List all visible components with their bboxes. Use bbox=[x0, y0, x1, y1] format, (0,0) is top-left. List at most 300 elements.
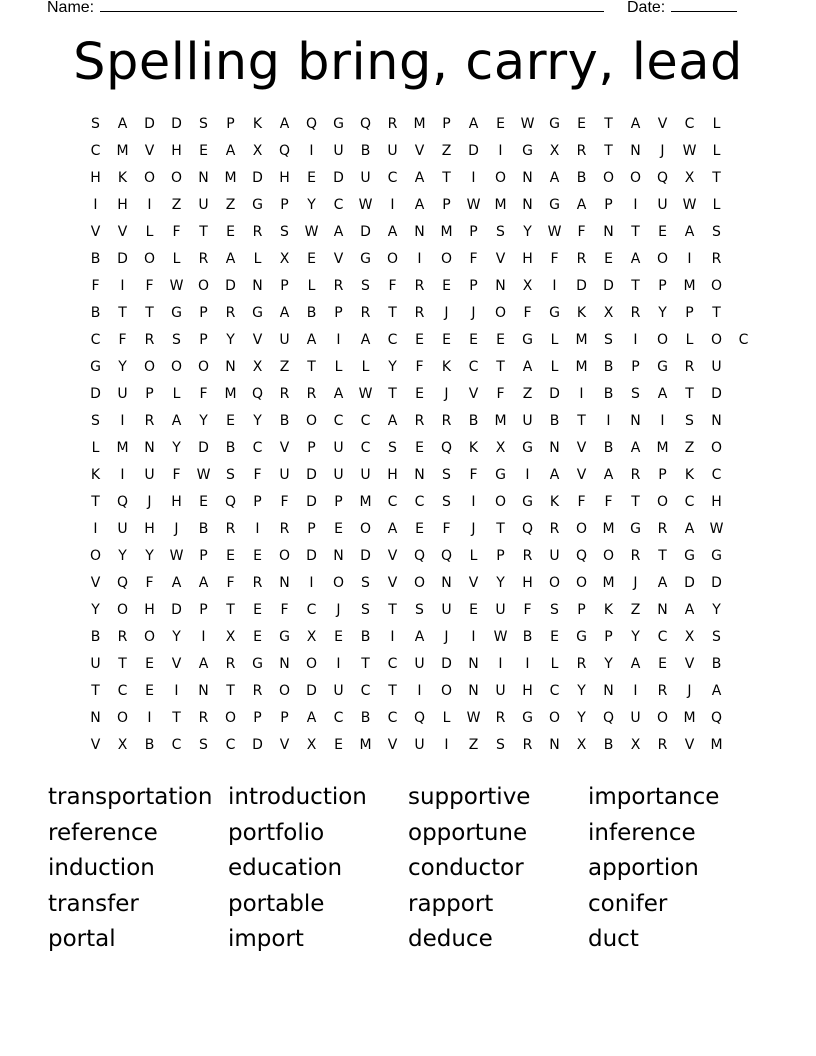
grid-letter: T bbox=[91, 494, 100, 510]
grid-letter: E bbox=[415, 440, 424, 456]
grid-letter: D bbox=[549, 386, 560, 402]
grid-letter: E bbox=[307, 170, 316, 186]
grid-letter: M bbox=[683, 710, 696, 726]
grid-letter: A bbox=[630, 116, 641, 132]
grid-letter: C bbox=[333, 413, 344, 429]
grid-letter: N bbox=[522, 170, 533, 186]
grid-letter: E bbox=[496, 332, 505, 348]
grid-letter: X bbox=[603, 305, 614, 321]
grid-letter: R bbox=[684, 359, 695, 375]
grid-letter: F bbox=[415, 359, 424, 375]
grid-letter: E bbox=[469, 602, 478, 618]
grid-letter: L bbox=[145, 224, 154, 240]
word-bank-item: conifer bbox=[588, 890, 668, 917]
grid-letter: N bbox=[414, 467, 425, 483]
grid-letter: C bbox=[333, 710, 344, 726]
grid-letter: X bbox=[117, 737, 128, 753]
grid-letter: Y bbox=[712, 602, 721, 618]
grid-letter: H bbox=[117, 197, 128, 213]
grid-letter: P bbox=[577, 602, 586, 618]
grid-letter: H bbox=[522, 683, 533, 699]
grid-letter: X bbox=[684, 170, 695, 186]
grid-letter: A bbox=[630, 656, 641, 672]
grid-letter: Y bbox=[253, 413, 262, 429]
grid-letter: L bbox=[550, 656, 559, 672]
grid-letter: C bbox=[90, 143, 101, 159]
grid-letter: H bbox=[171, 494, 182, 510]
grid-letter: R bbox=[279, 386, 290, 402]
grid-letter: J bbox=[633, 575, 638, 591]
grid-letter: D bbox=[306, 548, 317, 564]
grid-letter: S bbox=[91, 413, 100, 429]
grid-letter: P bbox=[199, 602, 208, 618]
grid-letter: S bbox=[712, 224, 721, 240]
grid-letter: R bbox=[333, 278, 344, 294]
grid-letter: A bbox=[711, 683, 722, 699]
grid-letter: O bbox=[440, 251, 453, 267]
grid-letter: N bbox=[549, 737, 560, 753]
grid-letter: S bbox=[280, 224, 289, 240]
grid-letter: Q bbox=[116, 494, 129, 510]
grid-letter: O bbox=[143, 170, 156, 186]
grid-letter: S bbox=[172, 332, 181, 348]
grid-letter: M bbox=[413, 116, 426, 132]
grid-letter: D bbox=[360, 548, 371, 564]
grid-letter: S bbox=[361, 278, 370, 294]
grid-letter: T bbox=[388, 602, 397, 618]
grid-letter: Q bbox=[710, 710, 723, 726]
grid-letter: W bbox=[682, 197, 697, 213]
grid-letter: D bbox=[603, 278, 614, 294]
grid-letter: Y bbox=[226, 332, 235, 348]
grid-letter: V bbox=[387, 737, 398, 753]
grid-letter: C bbox=[360, 413, 371, 429]
word-bank-item: apportion bbox=[588, 855, 699, 881]
grid-letter: I bbox=[633, 332, 638, 348]
grid-letter: O bbox=[197, 359, 210, 375]
grid-letter: T bbox=[631, 278, 640, 294]
grid-letter: S bbox=[91, 116, 100, 132]
grid-letter: G bbox=[576, 629, 587, 645]
grid-letter: N bbox=[333, 548, 344, 564]
grid-letter: X bbox=[306, 737, 317, 753]
grid-letter: I bbox=[93, 521, 98, 537]
grid-letter: D bbox=[306, 494, 317, 510]
grid-letter: D bbox=[306, 467, 317, 483]
grid-letter: J bbox=[660, 143, 665, 159]
grid-letter: I bbox=[93, 197, 98, 213]
grid-letter: T bbox=[604, 143, 613, 159]
grid-letter: E bbox=[469, 332, 478, 348]
name-label: Name: bbox=[47, 0, 95, 16]
grid-letter: A bbox=[549, 170, 560, 186]
grid-letter: C bbox=[90, 332, 101, 348]
grid-letter: C bbox=[306, 602, 317, 618]
grid-letter: E bbox=[658, 656, 667, 672]
grid-letter: I bbox=[633, 197, 638, 213]
grid-letter: B bbox=[360, 629, 371, 645]
grid-letter: C bbox=[387, 710, 398, 726]
grid-letter: P bbox=[658, 467, 667, 483]
grid-letter: I bbox=[498, 656, 503, 672]
grid-letter: A bbox=[171, 413, 182, 429]
grid-letter: V bbox=[387, 575, 398, 591]
grid-letter: O bbox=[494, 170, 507, 186]
grid-letter: Y bbox=[658, 305, 667, 321]
grid-letter: U bbox=[387, 143, 398, 159]
grid-letter: T bbox=[172, 710, 181, 726]
grid-letter: Q bbox=[278, 143, 291, 159]
grid-letter: T bbox=[199, 224, 208, 240]
grid-letter: W bbox=[520, 116, 535, 132]
grid-letter: N bbox=[522, 197, 533, 213]
grid-letter: E bbox=[658, 224, 667, 240]
grid-letter: G bbox=[333, 116, 344, 132]
grid-letter: V bbox=[657, 116, 668, 132]
grid-letter: F bbox=[280, 494, 289, 510]
grid-letter: M bbox=[683, 278, 696, 294]
word-bank-item: reference bbox=[48, 819, 158, 846]
grid-letter: W bbox=[358, 386, 373, 402]
grid-letter: N bbox=[468, 683, 479, 699]
grid-row bbox=[82, 408, 757, 435]
grid-letter: U bbox=[90, 656, 101, 672]
grid-letter: J bbox=[444, 629, 449, 645]
grid-letter: M bbox=[116, 143, 129, 159]
grid-letter: A bbox=[387, 521, 398, 537]
grid-letter: C bbox=[684, 116, 695, 132]
grid-letter: F bbox=[199, 386, 208, 402]
grid-letter: M bbox=[575, 359, 588, 375]
grid-letter: Q bbox=[413, 548, 426, 564]
grid-letter: S bbox=[442, 494, 451, 510]
grid-letter: D bbox=[225, 278, 236, 294]
grid-letter: W bbox=[304, 224, 319, 240]
grid-letter: A bbox=[414, 629, 425, 645]
grid-letter: R bbox=[495, 710, 506, 726]
grid-letter: Z bbox=[522, 386, 533, 402]
grid-letter: A bbox=[306, 710, 317, 726]
word-bank-item: transfer bbox=[48, 890, 139, 917]
grid-letter: Q bbox=[413, 710, 426, 726]
grid-letter: F bbox=[523, 305, 532, 321]
grid-letter: C bbox=[387, 170, 398, 186]
grid-letter: A bbox=[387, 413, 398, 429]
grid-letter: V bbox=[144, 143, 155, 159]
grid-letter: F bbox=[523, 602, 532, 618]
grid-row bbox=[82, 138, 757, 165]
date-line[interactable] bbox=[671, 0, 737, 12]
grid-letter: X bbox=[495, 440, 506, 456]
grid-letter: V bbox=[279, 737, 290, 753]
grid-letter: U bbox=[117, 521, 128, 537]
grid-letter: D bbox=[144, 116, 155, 132]
grid-letter: M bbox=[494, 413, 507, 429]
grid-letter: R bbox=[414, 413, 425, 429]
grid-letter: O bbox=[602, 548, 615, 564]
grid-letter: X bbox=[306, 629, 317, 645]
word-bank bbox=[48, 780, 768, 958]
grid-letter: U bbox=[549, 548, 560, 564]
grid-letter: K bbox=[441, 359, 452, 375]
grid-letter: F bbox=[253, 467, 262, 483]
grid-letter: B bbox=[549, 413, 560, 429]
grid-letter: T bbox=[496, 359, 505, 375]
grid-letter: F bbox=[496, 386, 505, 402]
grid-letter: I bbox=[336, 332, 341, 348]
grid-letter: V bbox=[387, 548, 398, 564]
grid-letter: T bbox=[631, 224, 640, 240]
grid-letter: R bbox=[144, 332, 155, 348]
grid-letter: Y bbox=[604, 656, 613, 672]
grid-letter: K bbox=[252, 116, 263, 132]
grid-letter: U bbox=[630, 710, 641, 726]
grid-letter: B bbox=[90, 629, 101, 645]
grid-letter: U bbox=[144, 467, 155, 483]
grid-letter: E bbox=[226, 548, 235, 564]
grid-row bbox=[82, 516, 757, 543]
name-line[interactable] bbox=[100, 0, 604, 12]
grid-row bbox=[82, 732, 757, 759]
grid-letter: B bbox=[198, 521, 209, 537]
grid-letter: L bbox=[550, 359, 559, 375]
grid-row bbox=[82, 678, 757, 705]
grid-letter: T bbox=[145, 305, 154, 321]
grid-letter: Y bbox=[118, 359, 127, 375]
grid-letter: H bbox=[144, 521, 155, 537]
grid-letter: R bbox=[630, 548, 641, 564]
grid-letter: X bbox=[252, 359, 263, 375]
grid-letter: F bbox=[172, 224, 181, 240]
grid-letter: M bbox=[224, 386, 237, 402]
word-bank-item: portal bbox=[48, 926, 116, 952]
grid-letter: T bbox=[226, 602, 235, 618]
grid-letter: O bbox=[224, 710, 237, 726]
grid-letter: T bbox=[388, 386, 397, 402]
grid-letter: A bbox=[387, 224, 398, 240]
grid-row bbox=[82, 705, 757, 732]
grid-letter: S bbox=[604, 332, 613, 348]
grid-letter: Z bbox=[279, 359, 290, 375]
grid-letter: C bbox=[360, 683, 371, 699]
grid-letter: L bbox=[442, 710, 451, 726]
grid-letter: U bbox=[333, 683, 344, 699]
grid-letter: I bbox=[120, 467, 125, 483]
grid-letter: D bbox=[306, 683, 317, 699]
grid-letter: E bbox=[253, 602, 262, 618]
grid-letter: V bbox=[90, 737, 101, 753]
grid-letter: A bbox=[522, 359, 533, 375]
grid-letter: E bbox=[415, 521, 424, 537]
grid-letter: Y bbox=[577, 710, 586, 726]
grid-row bbox=[82, 300, 757, 327]
grid-letter: R bbox=[360, 305, 371, 321]
grid-letter: U bbox=[711, 359, 722, 375]
grid-letter: E bbox=[253, 629, 262, 645]
grid-letter: V bbox=[414, 143, 425, 159]
grid-letter: R bbox=[225, 656, 236, 672]
grid-letter: P bbox=[280, 710, 289, 726]
grid-letter: B bbox=[522, 629, 533, 645]
grid-letter: A bbox=[630, 251, 641, 267]
grid-letter: I bbox=[606, 413, 611, 429]
grid-letter: L bbox=[550, 332, 559, 348]
grid-letter: D bbox=[171, 116, 182, 132]
grid-letter: U bbox=[198, 197, 209, 213]
grid-letter: H bbox=[279, 170, 290, 186]
grid-letter: P bbox=[658, 278, 667, 294]
grid-letter: N bbox=[603, 224, 614, 240]
grid-letter: N bbox=[711, 413, 722, 429]
grid-letter: O bbox=[575, 575, 588, 591]
grid-letter: A bbox=[414, 197, 425, 213]
date-field bbox=[627, 0, 737, 17]
grid-letter: O bbox=[656, 710, 669, 726]
grid-letter: P bbox=[334, 305, 343, 321]
grid-letter: V bbox=[333, 251, 344, 267]
grid-letter: I bbox=[255, 521, 260, 537]
word-bank-item: transportation bbox=[48, 784, 213, 810]
grid-letter: Q bbox=[116, 575, 129, 591]
grid-letter: P bbox=[307, 440, 316, 456]
grid-letter: D bbox=[252, 170, 263, 186]
grid-letter: S bbox=[550, 602, 559, 618]
grid-letter: Q bbox=[521, 521, 534, 537]
grid-letter: Z bbox=[225, 197, 236, 213]
grid-letter: G bbox=[657, 359, 668, 375]
grid-letter: A bbox=[333, 224, 344, 240]
grid-letter: I bbox=[633, 683, 638, 699]
grid-letter: U bbox=[414, 656, 425, 672]
grid-letter: D bbox=[468, 143, 479, 159]
grid-letter: O bbox=[548, 710, 561, 726]
grid-letter: N bbox=[198, 170, 209, 186]
grid-letter: C bbox=[684, 494, 695, 510]
grid-letter: I bbox=[579, 386, 584, 402]
grid-letter: K bbox=[90, 467, 101, 483]
grid-letter: C bbox=[387, 494, 398, 510]
grid-letter: I bbox=[687, 251, 692, 267]
grid-letter: Q bbox=[656, 170, 669, 186]
word-search-grid bbox=[82, 111, 757, 759]
grid-letter: A bbox=[279, 305, 290, 321]
grid-letter: N bbox=[468, 656, 479, 672]
grid-letter: Y bbox=[388, 359, 397, 375]
grid-letter: E bbox=[415, 386, 424, 402]
grid-letter: V bbox=[495, 251, 506, 267]
grid-letter: P bbox=[685, 305, 694, 321]
grid-letter: W bbox=[169, 548, 184, 564]
grid-letter: U bbox=[279, 332, 290, 348]
grid-letter: R bbox=[306, 386, 317, 402]
word-bank-item: introduction bbox=[228, 784, 367, 810]
grid-letter: P bbox=[280, 278, 289, 294]
grid-letter: H bbox=[144, 602, 155, 618]
grid-letter: M bbox=[656, 440, 669, 456]
grid-letter: A bbox=[360, 332, 371, 348]
grid-letter: R bbox=[711, 251, 722, 267]
grid-letter: J bbox=[336, 602, 341, 618]
grid-letter: S bbox=[712, 629, 721, 645]
grid-letter: R bbox=[441, 413, 452, 429]
grid-letter: D bbox=[360, 224, 371, 240]
grid-letter: R bbox=[387, 116, 398, 132]
grid-letter: D bbox=[684, 575, 695, 591]
grid-row bbox=[82, 381, 757, 408]
grid-letter: W bbox=[547, 224, 562, 240]
grid-letter: F bbox=[91, 278, 100, 294]
grid-letter: X bbox=[225, 629, 236, 645]
grid-letter: G bbox=[252, 305, 263, 321]
word-bank-item: portable bbox=[228, 890, 325, 917]
grid-letter: L bbox=[334, 359, 343, 375]
grid-letter: P bbox=[226, 116, 235, 132]
grid-letter: G bbox=[684, 548, 695, 564]
grid-letter: P bbox=[253, 494, 262, 510]
grid-letter: T bbox=[307, 359, 316, 375]
grid-row bbox=[82, 192, 757, 219]
grid-letter: L bbox=[91, 440, 100, 456]
grid-letter: N bbox=[252, 278, 263, 294]
grid-letter: D bbox=[198, 440, 209, 456]
grid-letter: O bbox=[197, 278, 210, 294]
grid-letter: F bbox=[118, 332, 127, 348]
grid-row bbox=[82, 651, 757, 678]
grid-letter: P bbox=[631, 359, 640, 375]
grid-letter: O bbox=[710, 332, 723, 348]
grid-letter: A bbox=[684, 602, 695, 618]
grid-letter: C bbox=[738, 332, 749, 348]
grid-letter: J bbox=[147, 494, 152, 510]
grid-letter: O bbox=[548, 575, 561, 591]
grid-letter: H bbox=[90, 170, 101, 186]
grid-letter: L bbox=[361, 359, 370, 375]
grid-letter: Q bbox=[305, 116, 318, 132]
grid-letter: K bbox=[468, 440, 479, 456]
grid-letter: Z bbox=[630, 602, 641, 618]
grid-letter: A bbox=[603, 467, 614, 483]
grid-letter: S bbox=[685, 413, 694, 429]
grid-letter: O bbox=[143, 629, 156, 645]
grid-letter: X bbox=[549, 143, 560, 159]
grid-letter: O bbox=[386, 251, 399, 267]
grid-letter: F bbox=[226, 575, 235, 591]
grid-letter: L bbox=[253, 251, 262, 267]
grid-letter: A bbox=[225, 143, 236, 159]
grid-letter: B bbox=[90, 251, 101, 267]
grid-letter: G bbox=[360, 251, 371, 267]
grid-letter: O bbox=[359, 521, 372, 537]
word-bank-item: rapport bbox=[408, 890, 494, 917]
grid-letter: O bbox=[278, 683, 291, 699]
grid-letter: D bbox=[90, 386, 101, 402]
grid-letter: F bbox=[577, 494, 586, 510]
grid-letter: X bbox=[576, 737, 587, 753]
grid-letter: S bbox=[226, 467, 235, 483]
grid-letter: V bbox=[90, 224, 101, 240]
grid-letter: A bbox=[684, 521, 695, 537]
grid-letter: U bbox=[441, 602, 452, 618]
grid-letter: B bbox=[90, 305, 101, 321]
grid-letter: G bbox=[522, 710, 533, 726]
grid-row bbox=[82, 489, 757, 516]
grid-letter: N bbox=[495, 278, 506, 294]
grid-letter: J bbox=[471, 521, 476, 537]
grid-row bbox=[82, 597, 757, 624]
word-bank-item: deduce bbox=[408, 926, 493, 952]
grid-letter: O bbox=[305, 656, 318, 672]
grid-letter: B bbox=[279, 413, 290, 429]
